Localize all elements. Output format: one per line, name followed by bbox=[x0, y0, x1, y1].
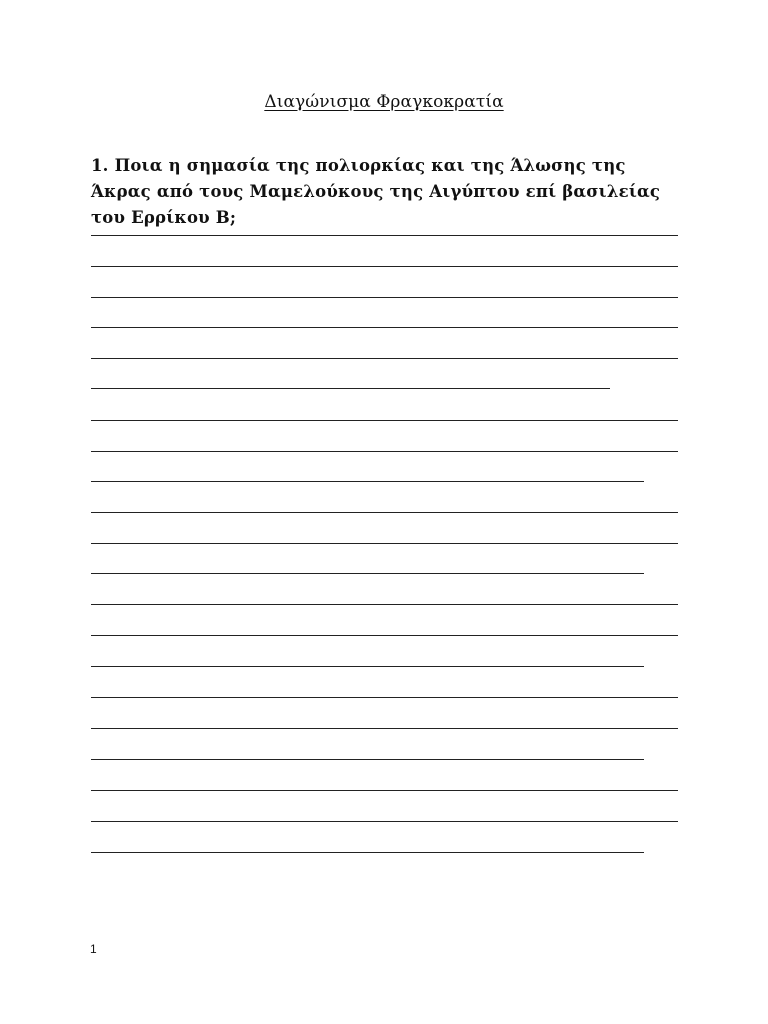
answer-line bbox=[91, 728, 678, 729]
answer-line bbox=[91, 573, 644, 574]
answer-line bbox=[91, 481, 644, 482]
page-number: 1 bbox=[90, 942, 97, 956]
answer-line bbox=[91, 266, 678, 267]
answer-line bbox=[91, 235, 678, 236]
question-text: 1. Ποια η σημασία της πολιορκίας και της Άλωσης της Άκρας από τους Μαμελούκους της Αιγύπτου επί βασιλείας του Ερρίκου Β; bbox=[91, 156, 661, 227]
answer-line bbox=[91, 543, 678, 544]
answer-line bbox=[91, 821, 678, 822]
answer-line bbox=[91, 297, 678, 298]
answer-line bbox=[91, 759, 644, 760]
answer-line bbox=[91, 604, 678, 605]
answer-line bbox=[91, 512, 678, 513]
answer-line bbox=[91, 635, 678, 636]
answer-line bbox=[91, 666, 644, 667]
page-title: Διαγώνισμα Φραγκοκρατία bbox=[264, 92, 504, 112]
answer-line bbox=[91, 790, 678, 791]
answer-line bbox=[91, 327, 678, 328]
answer-line bbox=[91, 852, 644, 853]
answer-line bbox=[91, 358, 678, 359]
answer-lines bbox=[91, 0, 681, 1024]
answer-line bbox=[91, 420, 678, 421]
answer-line bbox=[91, 451, 678, 452]
answer-line bbox=[91, 697, 678, 698]
answer-line bbox=[91, 388, 610, 389]
